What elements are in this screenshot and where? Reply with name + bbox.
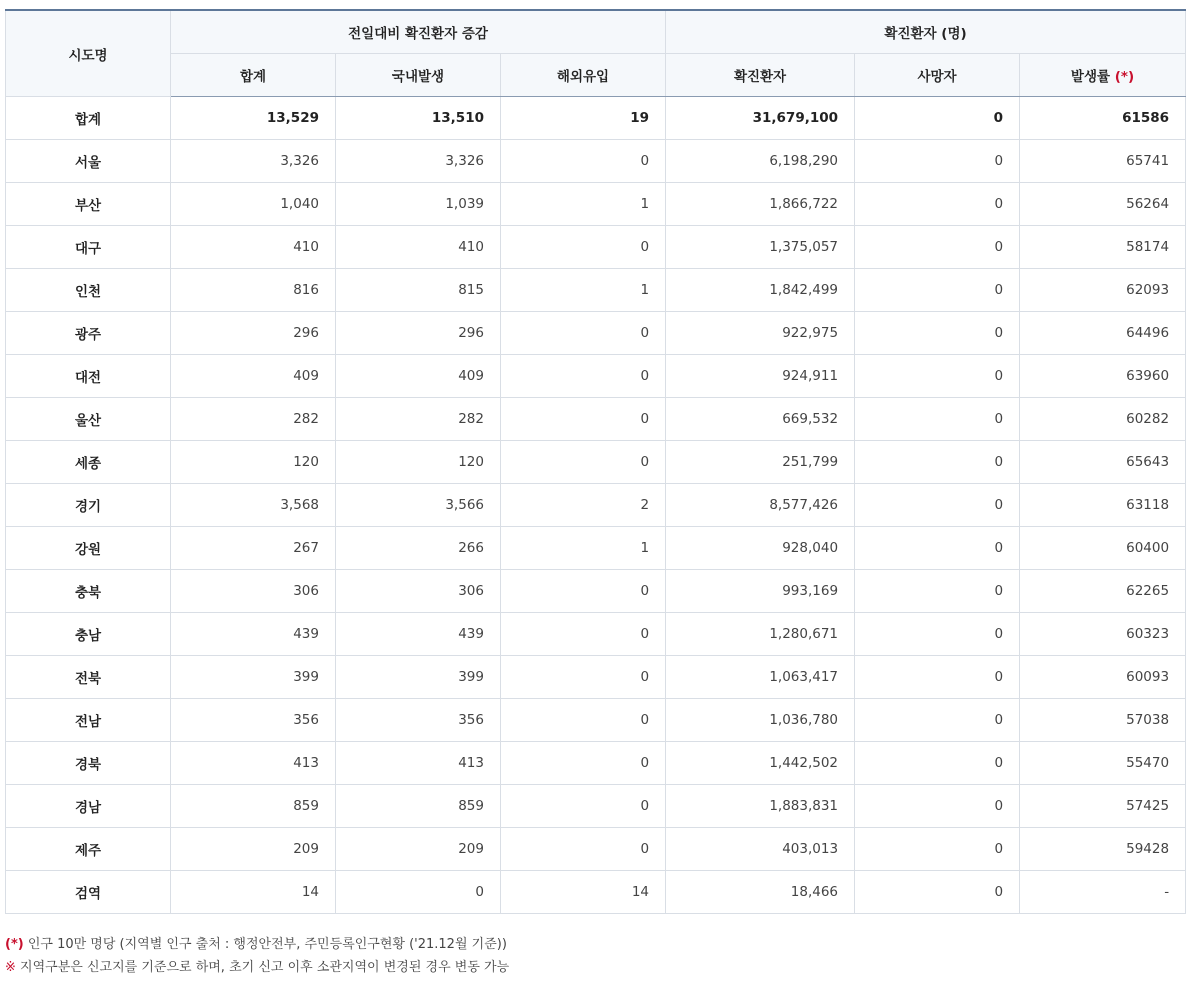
header-total: 합계 <box>171 54 336 97</box>
cell-confirmed: 1,375,057 <box>666 226 855 269</box>
cell-domestic: 296 <box>336 312 501 355</box>
incidence-footnote-mark: (*) <box>1114 69 1135 85</box>
cell-overseas: 0 <box>501 355 666 398</box>
cell-confirmed: 1,842,499 <box>666 269 855 312</box>
cell-deaths: 0 <box>855 613 1020 656</box>
cell-region: 울산 <box>6 398 171 441</box>
cell-overseas: 19 <box>501 97 666 140</box>
header-daily-change-group: 전일대비 확진환자 증감 <box>171 10 666 54</box>
cell-domestic: 356 <box>336 699 501 742</box>
cell-domestic: 409 <box>336 355 501 398</box>
covid-regional-table-container <box>5 9 1185 914</box>
cell-confirmed: 8,577,426 <box>666 484 855 527</box>
cell-overseas: 0 <box>501 140 666 183</box>
cell-incidence: 60282 <box>1020 398 1186 441</box>
cell-incidence: 58174 <box>1020 226 1186 269</box>
header-incidence <box>1020 54 1186 97</box>
cell-incidence: 59428 <box>1020 828 1186 871</box>
cell-confirmed: 18,466 <box>666 871 855 914</box>
cell-incidence: 61586 <box>1020 97 1186 140</box>
cell-total: 859 <box>171 785 336 828</box>
cell-region: 경기 <box>6 484 171 527</box>
cell-domestic: 209 <box>336 828 501 871</box>
cell-domestic: 439 <box>336 613 501 656</box>
header-confirmed: 확진환자 <box>666 54 855 97</box>
cell-confirmed: 924,911 <box>666 355 855 398</box>
cell-overseas: 1 <box>501 269 666 312</box>
cell-domestic: 0 <box>336 871 501 914</box>
cell-confirmed: 669,532 <box>666 398 855 441</box>
cell-incidence: 60093 <box>1020 656 1186 699</box>
table-row <box>6 398 1186 441</box>
cell-incidence: 57425 <box>1020 785 1186 828</box>
cell-incidence: 64496 <box>1020 312 1186 355</box>
header-deaths: 사망자 <box>855 54 1020 97</box>
cell-region: 전북 <box>6 656 171 699</box>
table-row <box>6 484 1186 527</box>
cell-deaths: 0 <box>855 742 1020 785</box>
cell-incidence: 65643 <box>1020 441 1186 484</box>
cell-deaths: 0 <box>855 183 1020 226</box>
table-row <box>6 742 1186 785</box>
cell-total: 282 <box>171 398 336 441</box>
table-row <box>6 527 1186 570</box>
cell-confirmed: 1,866,722 <box>666 183 855 226</box>
cell-total: 14 <box>171 871 336 914</box>
cell-domestic: 3,566 <box>336 484 501 527</box>
cell-region: 부산 <box>6 183 171 226</box>
cell-overseas: 0 <box>501 742 666 785</box>
table-row <box>6 828 1186 871</box>
cell-confirmed: 1,063,417 <box>666 656 855 699</box>
cell-deaths: 0 <box>855 398 1020 441</box>
cell-region: 합계 <box>6 97 171 140</box>
table-row-total <box>6 97 1186 140</box>
cell-overseas: 0 <box>501 570 666 613</box>
cell-domestic: 1,039 <box>336 183 501 226</box>
cell-overseas: 0 <box>501 312 666 355</box>
table-row <box>6 699 1186 742</box>
cell-total: 13,529 <box>171 97 336 140</box>
regional-cases-table <box>5 9 1186 914</box>
table-row <box>6 441 1186 484</box>
cell-overseas: 0 <box>501 441 666 484</box>
cell-total: 3,326 <box>171 140 336 183</box>
cell-region: 경남 <box>6 785 171 828</box>
cell-deaths: 0 <box>855 441 1020 484</box>
cell-total: 1,040 <box>171 183 336 226</box>
cell-overseas: 0 <box>501 398 666 441</box>
table-row <box>6 140 1186 183</box>
cell-deaths: 0 <box>855 785 1020 828</box>
cell-domestic: 410 <box>336 226 501 269</box>
cell-confirmed: 1,883,831 <box>666 785 855 828</box>
cell-total: 306 <box>171 570 336 613</box>
table-body <box>6 97 1186 914</box>
cell-overseas: 0 <box>501 785 666 828</box>
cell-domestic: 13,510 <box>336 97 501 140</box>
cell-domestic: 282 <box>336 398 501 441</box>
cell-confirmed: 251,799 <box>666 441 855 484</box>
cell-total: 356 <box>171 699 336 742</box>
cell-confirmed: 403,013 <box>666 828 855 871</box>
cell-overseas: 0 <box>501 828 666 871</box>
cell-region: 대전 <box>6 355 171 398</box>
cell-deaths: 0 <box>855 484 1020 527</box>
cell-total: 120 <box>171 441 336 484</box>
header-region: 시도명 <box>6 10 171 97</box>
cell-region: 제주 <box>6 828 171 871</box>
cell-incidence: 65741 <box>1020 140 1186 183</box>
footnote-text: 지역구분은 신고지를 기준으로 하며, 초기 신고 이후 소관지역이 변경된 경우 변동 가능 <box>15 960 510 975</box>
header-overseas: 해외유입 <box>501 54 666 97</box>
cell-deaths: 0 <box>855 828 1020 871</box>
cell-domestic: 306 <box>336 570 501 613</box>
cell-deaths: 0 <box>855 97 1020 140</box>
cell-total: 410 <box>171 226 336 269</box>
cell-overseas: 0 <box>501 656 666 699</box>
cell-region: 서울 <box>6 140 171 183</box>
cell-region: 인천 <box>6 269 171 312</box>
cell-domestic: 120 <box>336 441 501 484</box>
header-cumulative-group: 확진환자 (명) <box>666 10 1186 54</box>
cell-domestic: 266 <box>336 527 501 570</box>
cell-incidence: 56264 <box>1020 183 1186 226</box>
cell-confirmed: 993,169 <box>666 570 855 613</box>
cell-region: 세종 <box>6 441 171 484</box>
table-row <box>6 570 1186 613</box>
cell-deaths: 0 <box>855 527 1020 570</box>
cell-deaths: 0 <box>855 570 1020 613</box>
cell-deaths: 0 <box>855 312 1020 355</box>
cell-region: 대구 <box>6 226 171 269</box>
cell-region: 경북 <box>6 742 171 785</box>
cell-deaths: 0 <box>855 656 1020 699</box>
cell-total: 209 <box>171 828 336 871</box>
cell-confirmed: 922,975 <box>666 312 855 355</box>
table-row <box>6 226 1186 269</box>
cell-total: 296 <box>171 312 336 355</box>
header-incidence-label: 발생률 <box>1070 69 1111 85</box>
table-row <box>6 183 1186 226</box>
cell-incidence: 63960 <box>1020 355 1186 398</box>
footnote-text: 인구 10만 명당 (지역별 인구 출처 : 행정안전부, 주민등록인구현황 ('21.12월 기준)) <box>23 937 507 952</box>
cell-domestic: 3,326 <box>336 140 501 183</box>
cell-total: 409 <box>171 355 336 398</box>
table-row <box>6 785 1186 828</box>
cell-overseas: 0 <box>501 613 666 656</box>
cell-overseas: 0 <box>501 699 666 742</box>
cell-incidence: 62265 <box>1020 570 1186 613</box>
reference-mark: ※ <box>5 960 16 975</box>
cell-overseas: 2 <box>501 484 666 527</box>
cell-total: 267 <box>171 527 336 570</box>
cell-confirmed: 1,442,502 <box>666 742 855 785</box>
table-row <box>6 355 1186 398</box>
cell-overseas: 0 <box>501 226 666 269</box>
cell-deaths: 0 <box>855 226 1020 269</box>
cell-incidence: 60323 <box>1020 613 1186 656</box>
cell-confirmed: 928,040 <box>666 527 855 570</box>
footnote-mark: (*) <box>5 937 24 952</box>
cell-overseas: 14 <box>501 871 666 914</box>
header-domestic: 국내발생 <box>336 54 501 97</box>
cell-deaths: 0 <box>855 269 1020 312</box>
cell-region: 충북 <box>6 570 171 613</box>
cell-region: 충남 <box>6 613 171 656</box>
cell-total: 3,568 <box>171 484 336 527</box>
cell-total: 413 <box>171 742 336 785</box>
cell-deaths: 0 <box>855 871 1020 914</box>
cell-confirmed: 1,280,671 <box>666 613 855 656</box>
table-row <box>6 613 1186 656</box>
table-row <box>6 871 1186 914</box>
footnotes <box>5 933 509 979</box>
table-header <box>6 10 1186 97</box>
cell-incidence: 60400 <box>1020 527 1186 570</box>
cell-confirmed: 31,679,100 <box>666 97 855 140</box>
cell-incidence: 55470 <box>1020 742 1186 785</box>
cell-region: 광주 <box>6 312 171 355</box>
cell-incidence: - <box>1020 871 1186 914</box>
cell-total: 399 <box>171 656 336 699</box>
table-row <box>6 656 1186 699</box>
cell-confirmed: 1,036,780 <box>666 699 855 742</box>
cell-domestic: 859 <box>336 785 501 828</box>
cell-region: 검역 <box>6 871 171 914</box>
cell-region: 강원 <box>6 527 171 570</box>
footnote-region-basis <box>5 956 509 979</box>
cell-deaths: 0 <box>855 140 1020 183</box>
cell-incidence: 62093 <box>1020 269 1186 312</box>
cell-overseas: 1 <box>501 183 666 226</box>
table-row <box>6 269 1186 312</box>
table-row <box>6 312 1186 355</box>
cell-overseas: 1 <box>501 527 666 570</box>
cell-total: 816 <box>171 269 336 312</box>
cell-incidence: 63118 <box>1020 484 1186 527</box>
cell-deaths: 0 <box>855 699 1020 742</box>
cell-total: 439 <box>171 613 336 656</box>
cell-incidence: 57038 <box>1020 699 1186 742</box>
cell-domestic: 399 <box>336 656 501 699</box>
cell-region: 전남 <box>6 699 171 742</box>
footnote-population <box>5 933 509 956</box>
cell-deaths: 0 <box>855 355 1020 398</box>
cell-domestic: 815 <box>336 269 501 312</box>
cell-domestic: 413 <box>336 742 501 785</box>
cell-confirmed: 6,198,290 <box>666 140 855 183</box>
